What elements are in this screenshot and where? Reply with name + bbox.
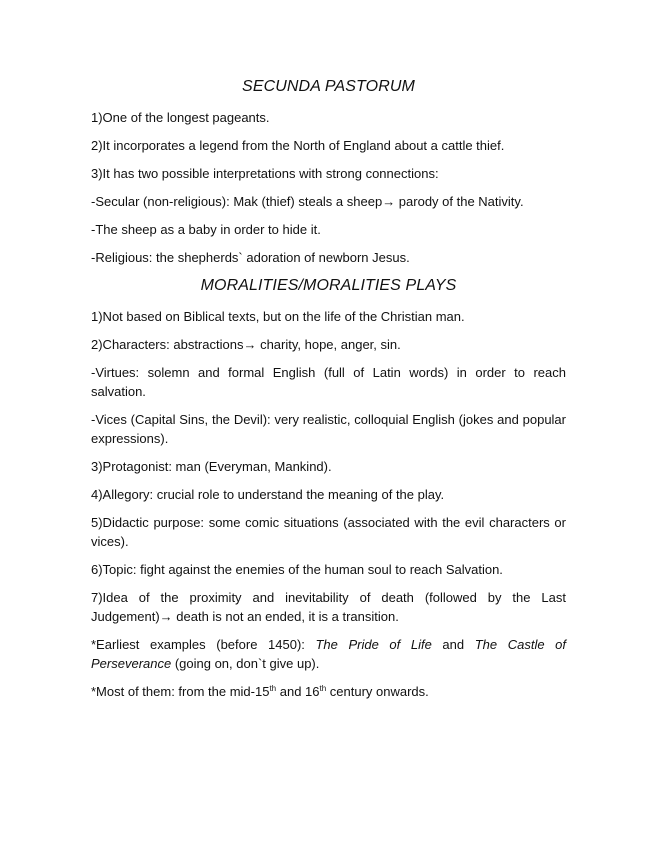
paragraph: 2)It incorporates a legend from the North of England about a cattle thief. bbox=[91, 138, 505, 153]
section-title-secunda-pastorum: SECUNDA PASTORUM bbox=[242, 78, 415, 95]
paragraph-text: *Earliest examples (before 1450): bbox=[91, 637, 316, 652]
paragraph-text: century onwards. bbox=[326, 684, 429, 699]
paragraph bbox=[91, 335, 566, 354]
paragraph: 5)Didactic purpose: some comic situations (associated with the evil characters or vices). bbox=[91, 515, 566, 549]
arrow-icon: → bbox=[382, 194, 396, 209]
play-title: The Castle of Perseverance bbox=[91, 637, 566, 671]
paragraph: 3)It has two possible interpretations with strong connections: bbox=[91, 166, 439, 181]
paragraph: 1)Not based on Biblical texts, but on the life of the Christian man. bbox=[91, 309, 465, 324]
section-title-moralities: MORALITIES/MORALITIES PLAYS bbox=[200, 277, 457, 294]
paragraph-text: 7)Idea of the proximity and inevitability of death (followed by the Last Judgement) bbox=[91, 590, 566, 624]
arrow-icon: → bbox=[159, 609, 173, 624]
paragraph bbox=[91, 588, 566, 626]
paragraph: -Vices (Capital Sins, the Devil): very realistic, colloquial English (jokes and popular expressions). bbox=[91, 412, 566, 446]
arrow-icon: → bbox=[243, 337, 257, 352]
paragraph-text: death is not an ended, it is a transition. bbox=[172, 609, 399, 624]
paragraph bbox=[91, 192, 566, 211]
paragraph-text: and bbox=[431, 637, 475, 652]
paragraph-text: -Secular (non-religious): Mak (thief) steals a sheep bbox=[91, 194, 383, 209]
paragraph bbox=[91, 682, 566, 701]
paragraph: -The sheep as a baby in order to hide it. bbox=[91, 222, 321, 237]
superscript: th bbox=[319, 684, 327, 693]
paragraph: -Religious: the shepherds` adoration of newborn Jesus. bbox=[91, 250, 410, 265]
page-content bbox=[91, 78, 566, 710]
paragraph: 1)One of the longest pageants. bbox=[91, 110, 270, 125]
paragraph-text: charity, hope, anger, sin. bbox=[256, 337, 401, 352]
superscript: th bbox=[269, 684, 277, 693]
paragraph-text: (going on, don`t give up). bbox=[171, 656, 320, 671]
paragraph bbox=[91, 635, 566, 673]
paragraph: 4)Allegory: crucial role to understand the meaning of the play. bbox=[91, 487, 445, 502]
paragraph-text: 2)Characters: abstractions bbox=[91, 337, 244, 352]
paragraph-text: *Most of them: from the mid-15 bbox=[91, 684, 270, 699]
paragraph: -Virtues: solemn and formal English (full of Latin words) in order to reach salvation. bbox=[91, 365, 566, 399]
play-title: The Pride of Life bbox=[315, 637, 432, 652]
paragraph-text: parody of the Nativity. bbox=[395, 194, 524, 209]
paragraph: 6)Topic: fight against the enemies of the human soul to reach Salvation. bbox=[91, 562, 503, 577]
paragraph: 3)Protagonist: man (Everyman, Mankind). bbox=[91, 459, 332, 474]
paragraph-text: and 16 bbox=[276, 684, 320, 699]
